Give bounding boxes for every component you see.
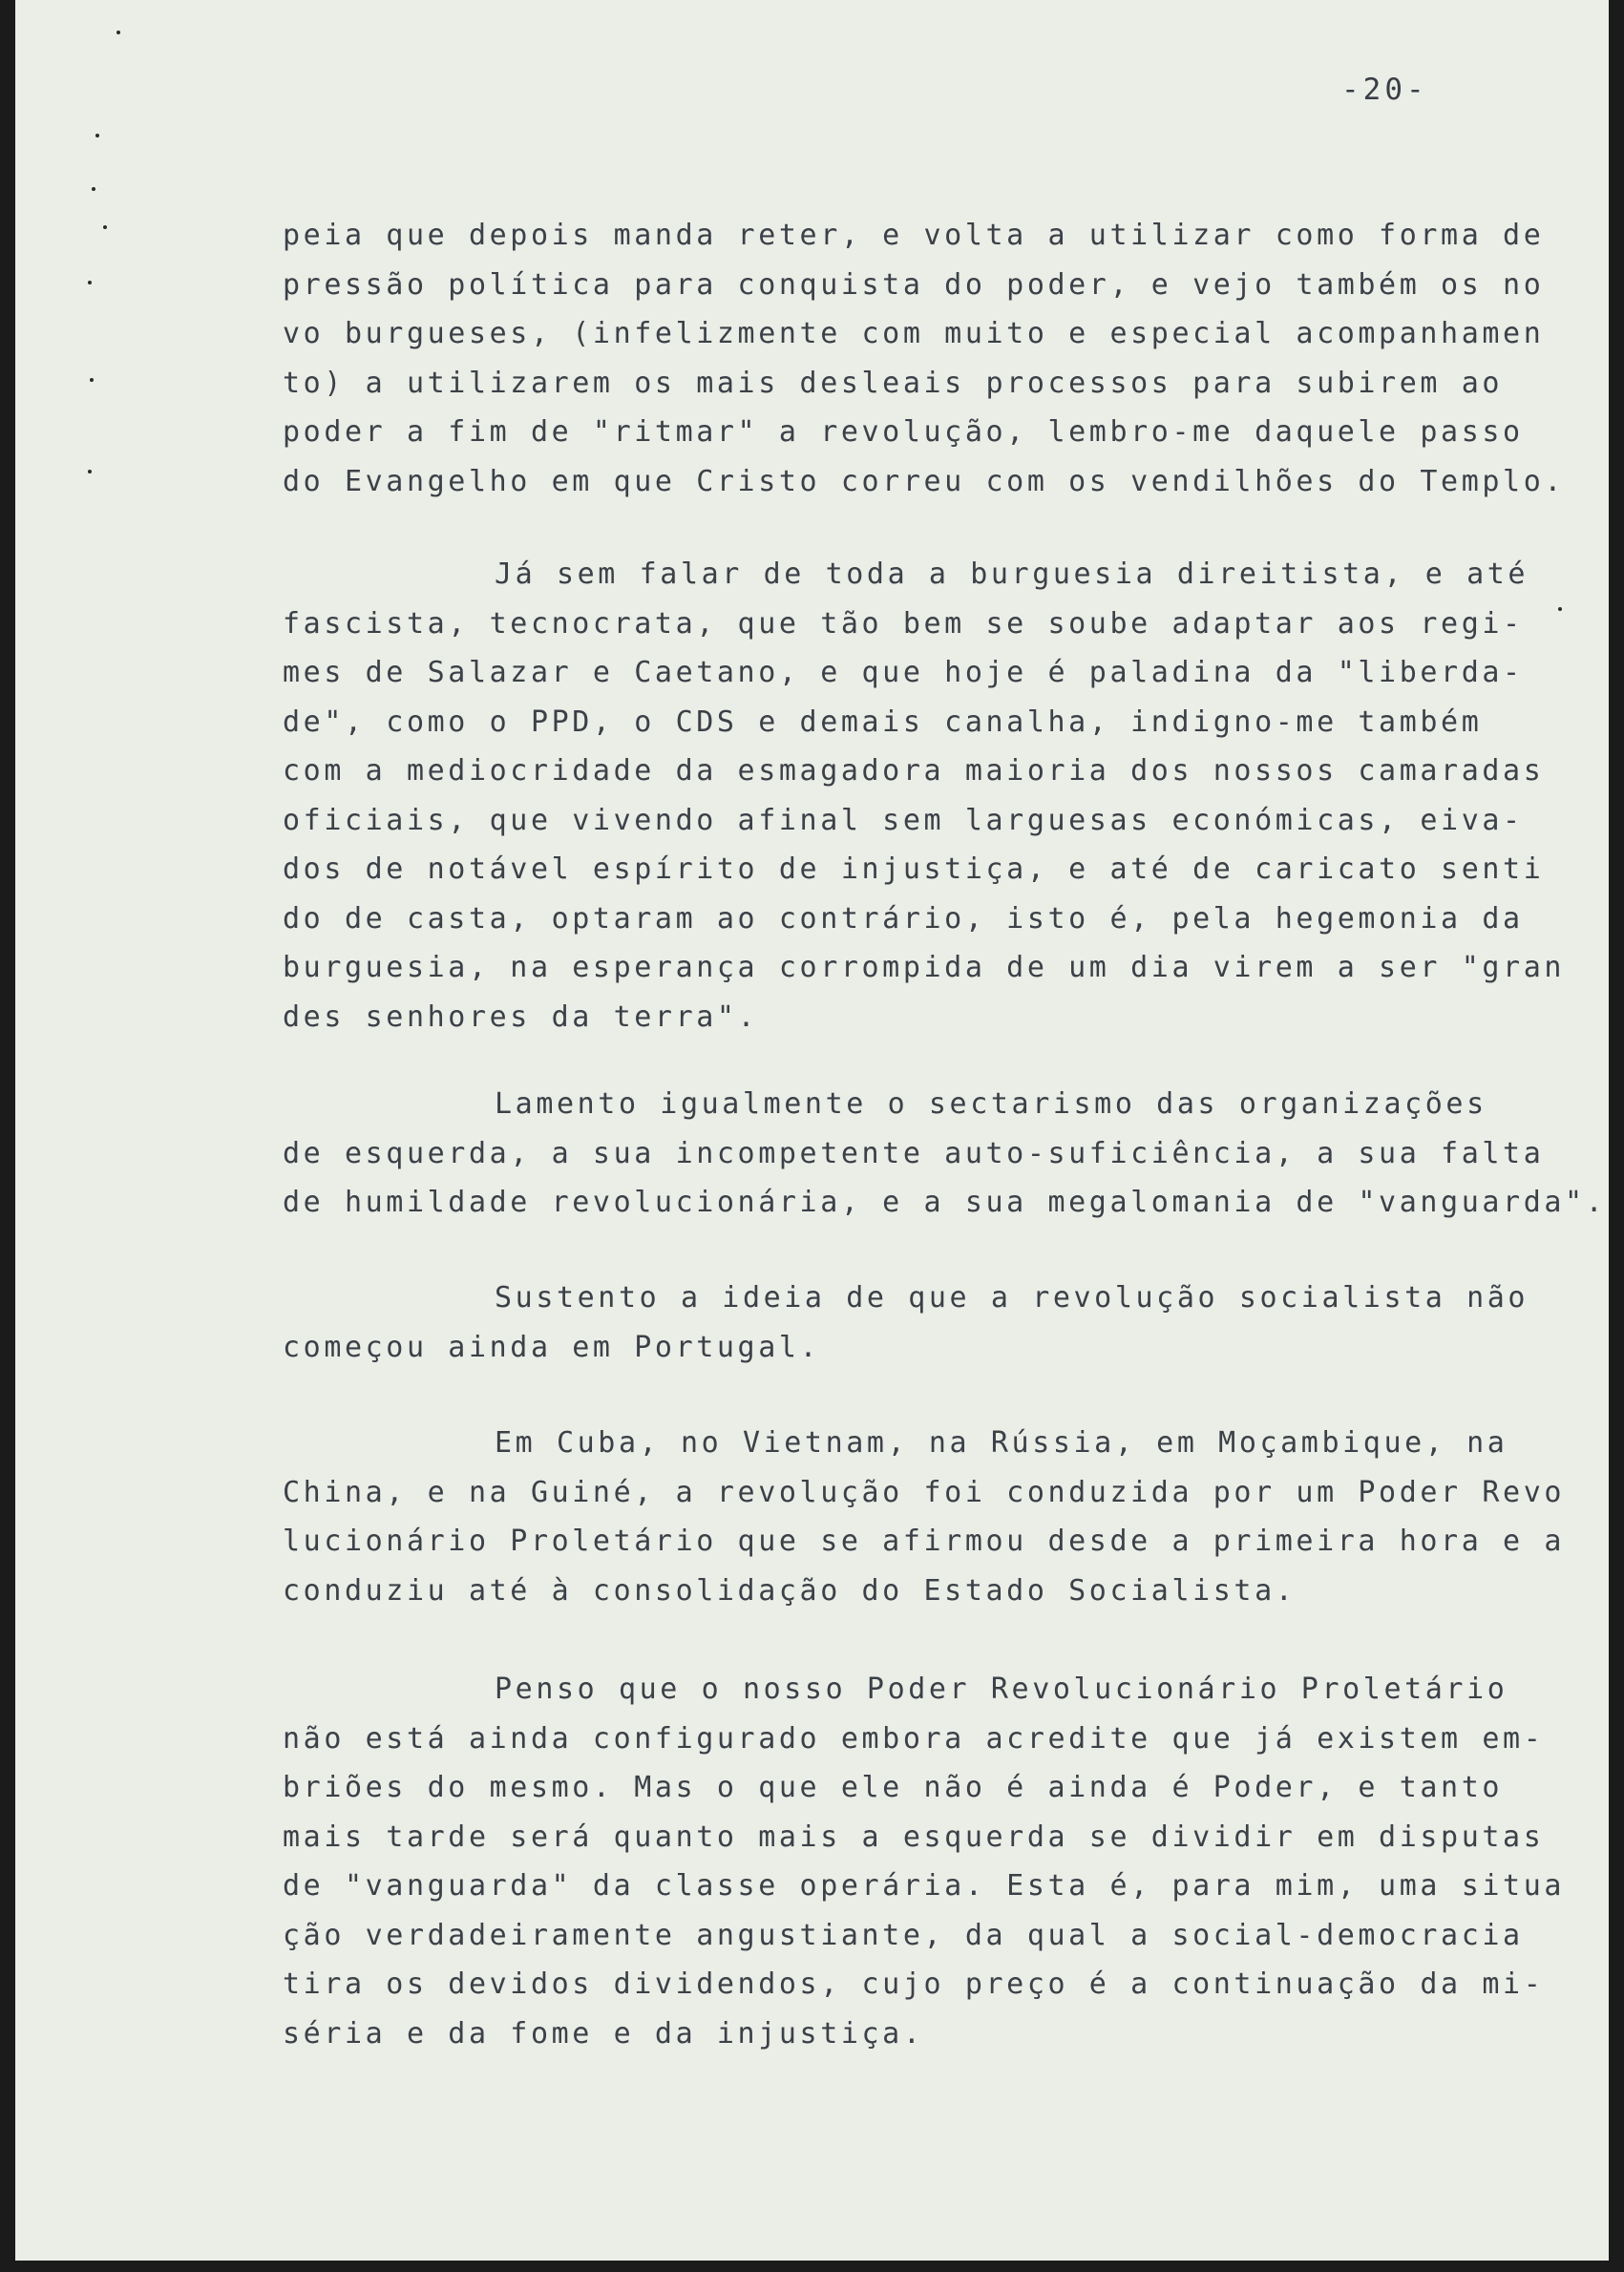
text-line: dos de notável espírito de injustiça, e até de caricato senti bbox=[283, 852, 1545, 886]
scan-speck bbox=[90, 378, 94, 382]
paragraph-2 bbox=[283, 550, 1566, 1041]
text-line: to) a utilizarem os mais desleais processos para subirem ao bbox=[283, 366, 1504, 400]
paragraph-4 bbox=[283, 1273, 1529, 1372]
text-line: China, e na Guiné, a revolução foi conduzida por um Poder Revo bbox=[283, 1475, 1566, 1509]
text-line: lucionário Proletário que se afirmou desde a primeira hora e a bbox=[283, 1525, 1566, 1558]
scan-edge-bottom bbox=[0, 2261, 1624, 2272]
text-line: Sustento a ideia de que a revolução socialista não bbox=[495, 1281, 1529, 1315]
text-line: poder a fim de "ritmar" a revolução, lembro-me daquele passo bbox=[283, 415, 1524, 449]
text-line: Em Cuba, no Vietnam, na Rússia, em Moçambique, na bbox=[495, 1426, 1508, 1460]
text-line: pressão política para conquista do poder, e vejo também os no bbox=[283, 267, 1545, 302]
text-line: peia que depois manda reter, e volta a utilizar como forma de bbox=[283, 219, 1545, 252]
scan-speck bbox=[103, 225, 107, 229]
scan-speck bbox=[88, 470, 92, 473]
scan-edge-right bbox=[1609, 0, 1624, 2272]
page-number: -20- bbox=[1341, 73, 1428, 107]
text-line: burguesia, na esperança corrompida de um dia virem a ser "gran bbox=[283, 951, 1566, 984]
paragraph-5 bbox=[283, 1419, 1566, 1615]
text-line: tira os devidos dividendos, cujo preço é a continuação da mi- bbox=[283, 1967, 1545, 2001]
text-line: séria e da fome e da injustiça. bbox=[283, 2016, 924, 2051]
text-line: Lamento igualmente o sectarismo das organizações bbox=[495, 1087, 1487, 1121]
scan-speck bbox=[95, 134, 99, 137]
text-line: vo burgueses, (infelizmente com muito e especial acompanhamen bbox=[283, 317, 1545, 350]
scan-speck bbox=[1558, 607, 1562, 611]
text-line: Penso que o nosso Poder Revolucionário Proletário bbox=[495, 1672, 1508, 1706]
text-line: de", como o PPD, o CDS e demais canalha, indigno-me também bbox=[283, 705, 1483, 739]
text-line: com a mediocridade da esmagadora maioria dos nossos camaradas bbox=[283, 754, 1545, 788]
text-line: briões do mesmo. Mas o que ele não é ainda é Poder, e tanto bbox=[283, 1771, 1504, 1804]
text-line: do de casta, optaram ao contrário, isto é, pela hegemonia da bbox=[283, 901, 1524, 936]
text-line: des senhores da terra". bbox=[283, 999, 759, 1034]
text-line: mes de Salazar e Caetano, e que hoje é paladina da "liberda- bbox=[283, 656, 1524, 689]
text-line: mais tarde será quanto mais a esquerda se dividir em disputas bbox=[283, 1820, 1545, 1854]
text-line: oficiais, que vivendo afinal sem larguesas económicas, eiva- bbox=[283, 803, 1524, 837]
text-line: conduziu até à consolidação do Estado Socialista. bbox=[283, 1573, 1297, 1608]
text-line: começou ainda em Portugal. bbox=[283, 1330, 821, 1364]
text-line: do Evangelho em que Cristo correu com os vendilhões do Templo. bbox=[283, 464, 1566, 498]
scan-speck bbox=[88, 281, 92, 284]
text-line: Já sem falar de toda a burguesia direitista, e até bbox=[495, 557, 1529, 591]
text-line: fascista, tecnocrata, que tão bem se soube adaptar aos regi- bbox=[283, 606, 1524, 641]
text-line: de esquerda, a sua incompetente auto-suficiência, a sua falta bbox=[283, 1136, 1545, 1170]
text-line: de "vanguarda" da classe operária. Esta é, para mim, uma situa bbox=[283, 1869, 1566, 1903]
scan-edge-left bbox=[0, 0, 15, 2272]
scan-speck bbox=[92, 187, 95, 191]
paragraph-6 bbox=[283, 1665, 1566, 2058]
text-line: de humildade revolucionária, e a sua megalomania de "vanguarda". bbox=[283, 1186, 1607, 1219]
paragraph-1 bbox=[283, 211, 1566, 506]
text-line: ção verdadeiramente angustiante, da qual a social-democracia bbox=[283, 1918, 1524, 1952]
text-line: não está ainda configurado embora acredite que já existem em- bbox=[283, 1721, 1545, 1756]
paragraph-3 bbox=[283, 1080, 1607, 1228]
scan-speck bbox=[116, 31, 120, 34]
